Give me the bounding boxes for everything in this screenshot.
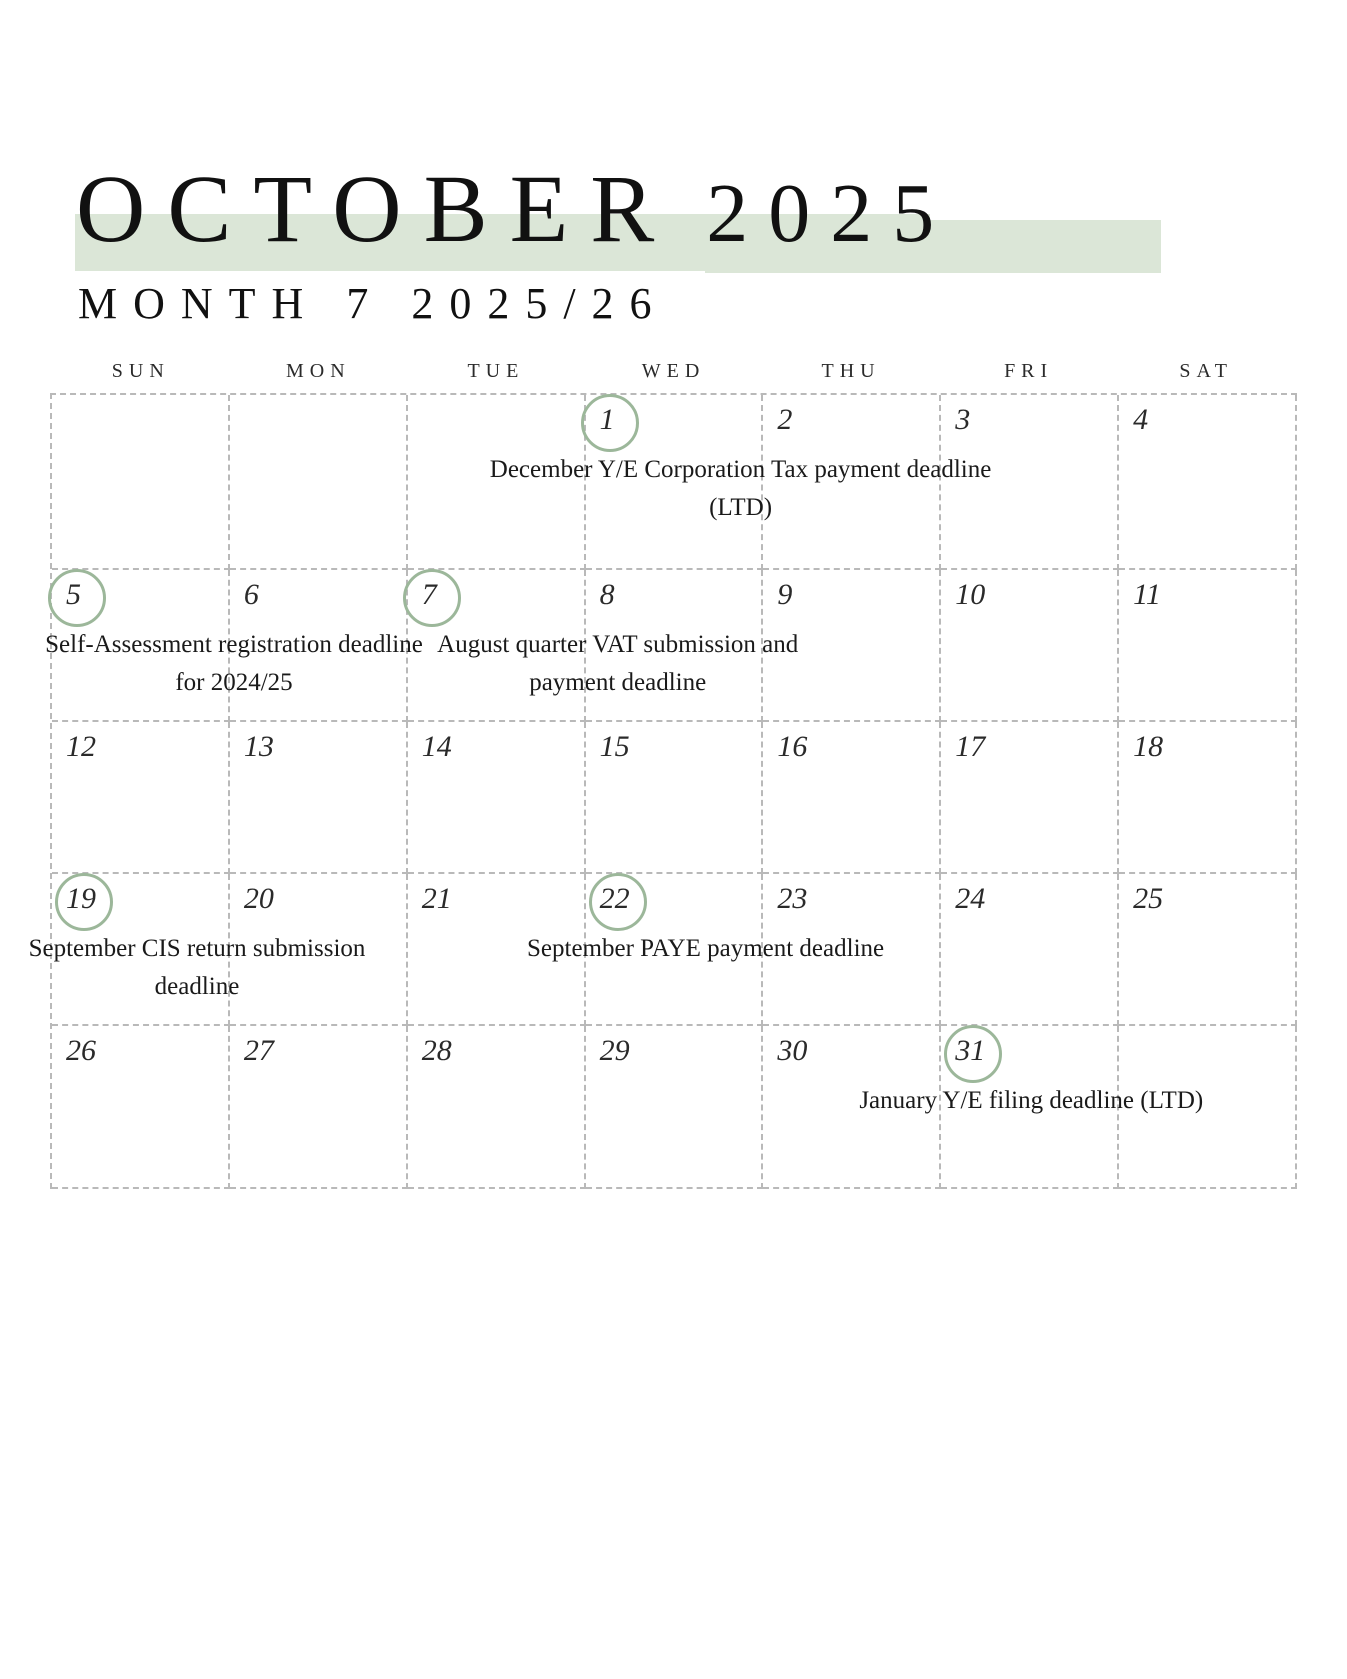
day-number: 24: [955, 882, 986, 915]
day-cell[interactable]: [230, 570, 408, 722]
weekday-mon: MON: [286, 360, 351, 382]
day-cell[interactable]: [586, 1026, 764, 1189]
day-number: 9: [777, 578, 793, 611]
day-cell[interactable]: [1119, 1026, 1297, 1189]
calendar-grid: [28, 393, 1297, 1189]
day-number: 28: [421, 1034, 452, 1067]
day-cell[interactable]: [408, 395, 586, 570]
weekday-wed: WED: [641, 360, 706, 382]
page-title-month: OCTOBER: [76, 155, 677, 262]
day-number: 7: [421, 578, 437, 611]
day-cell[interactable]: [52, 722, 230, 874]
day-cell[interactable]: [941, 395, 1119, 570]
day-cell[interactable]: [763, 1026, 941, 1189]
day-cell[interactable]: [941, 570, 1119, 722]
day-cell[interactable]: [489, 395, 992, 570]
day-cell[interactable]: [586, 722, 764, 874]
day-cell[interactable]: [859, 1026, 1204, 1189]
day-cell[interactable]: [941, 874, 1119, 1026]
day-number: 17: [955, 730, 986, 763]
calendar-header: [50, 0, 1297, 334]
event-text: December Y/E Corporation Tax payment deadline (LTD): [489, 456, 992, 521]
day-number: 31: [955, 1034, 986, 1067]
day-number: 16: [777, 730, 808, 763]
day-number: 18: [1133, 730, 1164, 763]
day-cell[interactable]: [45, 570, 423, 722]
day-number: 23: [777, 882, 808, 915]
weekday-fri: FRI: [1004, 360, 1054, 382]
day-cell[interactable]: [52, 1026, 230, 1189]
day-cell[interactable]: [1119, 874, 1297, 1026]
month-title-block: [50, 150, 676, 268]
day-number: 10: [955, 578, 986, 611]
day-number: 3: [955, 403, 971, 436]
event-text: September CIS return submission deadline: [28, 935, 366, 1000]
day-cell[interactable]: [1119, 570, 1297, 722]
day-number: 12: [66, 730, 96, 763]
day-cell[interactable]: [408, 570, 799, 722]
day-number: 22: [599, 882, 630, 915]
day-number: 6: [243, 578, 259, 611]
event-text: January Y/E filing deadline (LTD): [859, 1087, 1204, 1114]
day-number: 19: [66, 882, 96, 915]
day-number: 20: [243, 882, 274, 915]
weekday-tue: TUE: [467, 360, 525, 382]
day-number: 26: [66, 1034, 96, 1067]
day-number: 5: [66, 578, 81, 611]
bottom-spacer: [50, 1189, 1297, 1409]
day-cell[interactable]: [1119, 395, 1297, 570]
weekday-sat: SAT: [1179, 360, 1233, 382]
year-title-block: [680, 164, 954, 264]
day-number: 29: [599, 1034, 630, 1067]
day-cell[interactable]: [408, 1026, 586, 1189]
day-cell[interactable]: [230, 874, 408, 1026]
day-number: 21: [421, 882, 452, 915]
day-number: 13: [243, 730, 274, 763]
day-cell[interactable]: [230, 395, 408, 570]
day-number: 8: [599, 578, 615, 611]
day-number: 14: [421, 730, 452, 763]
day-cell[interactable]: [408, 722, 586, 874]
day-number: 25: [1133, 882, 1164, 915]
day-number: 11: [1133, 578, 1161, 611]
event-text: September PAYE payment deadline: [527, 935, 885, 962]
weekday-sun: SUN: [111, 360, 170, 382]
day-cell[interactable]: [1119, 722, 1297, 874]
day-cell[interactable]: [230, 722, 408, 874]
day-cell[interactable]: [763, 395, 941, 570]
weekday-header-row: [50, 360, 1297, 393]
day-cell[interactable]: [941, 722, 1119, 874]
event-text: Self-Assessment registration deadline for 2024/25: [45, 631, 423, 696]
day-cell[interactable]: [230, 1026, 408, 1189]
day-number: 1: [599, 403, 615, 436]
day-cell[interactable]: [408, 874, 586, 1026]
day-cell[interactable]: [586, 570, 764, 722]
day-number: 15: [599, 730, 630, 763]
day-cell[interactable]: [763, 722, 941, 874]
day-number: 2: [777, 403, 793, 436]
event-text: August quarter VAT submission and payment deadline: [437, 631, 799, 696]
day-number: 30: [777, 1034, 808, 1067]
weekday-thu: THU: [821, 360, 881, 382]
day-number: 4: [1133, 403, 1149, 436]
day-number: 27: [243, 1034, 274, 1067]
day-cell[interactable]: [763, 874, 941, 1026]
day-cell[interactable]: [52, 395, 230, 570]
page-title-year: 2025: [706, 167, 955, 260]
day-cell[interactable]: [763, 570, 941, 722]
page-subtitle: MONTH 7 2025/26: [78, 279, 668, 328]
